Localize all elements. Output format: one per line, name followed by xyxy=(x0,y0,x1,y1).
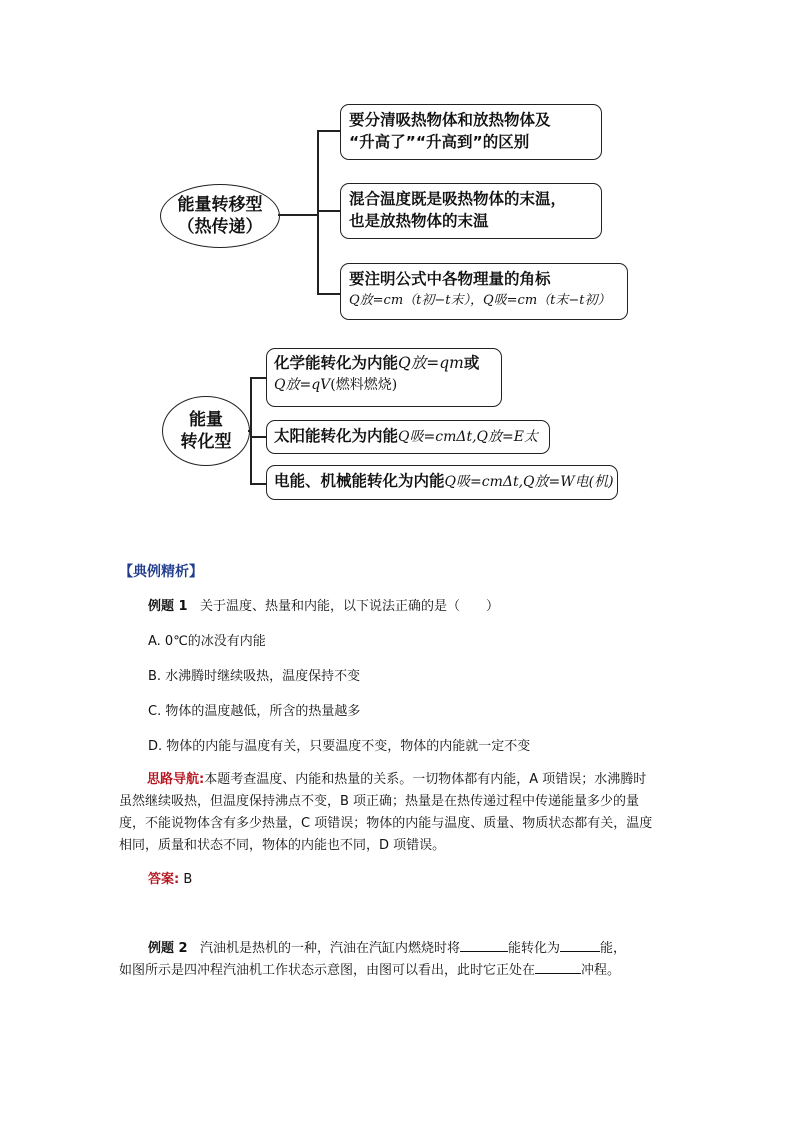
formula: Q吸=cmΔt,Q放=E太 xyxy=(398,429,538,445)
box-text: “升高了”“升高到”的区别 xyxy=(349,133,530,151)
example-2-text: 汽油机是热机的一种，汽油在汽缸内燃烧时将 xyxy=(199,941,460,956)
box-text: 或 xyxy=(463,354,480,372)
answer-blank[interactable] xyxy=(560,937,600,952)
answer-value: B xyxy=(183,872,193,887)
example-2-text: 能， xyxy=(600,941,627,956)
heat-transfer-center-oval xyxy=(160,184,280,248)
example-2-text: 冲程。 xyxy=(581,963,621,978)
box-text: 化学能转化为内能 xyxy=(274,354,399,372)
example-1-text: 关于温度、热量和内能，以下说法正确的是（ ） xyxy=(199,599,499,614)
conversion-box-3 xyxy=(266,465,618,500)
rule-box-1 xyxy=(340,104,602,160)
conversion-box-2 xyxy=(266,420,550,454)
box-text: 要分清吸热物体和放热物体及 xyxy=(349,111,551,129)
connector xyxy=(250,377,267,379)
box-text: 混合温度既是吸热物体的末温， xyxy=(349,190,567,208)
formula: Q放=cm（t初−t末），Q吸=cm（t末−t初） xyxy=(349,293,611,308)
box-text: 要注明公式中各物理量的角标 xyxy=(349,270,551,288)
answer-line xyxy=(148,869,192,891)
center-label-line2: （热传递） xyxy=(177,217,263,237)
center-label-line1: 能量转移型 xyxy=(177,195,263,215)
answer-label: 答案: xyxy=(148,872,180,887)
box-text: 电能、机械能转化为内能 xyxy=(274,472,445,490)
connector xyxy=(317,130,319,295)
example-1-label: 例题 1 xyxy=(148,599,188,614)
connector xyxy=(250,436,267,438)
formula: Q放=qV xyxy=(274,377,331,393)
analysis-paragraph xyxy=(119,769,659,857)
example-2-line1 xyxy=(148,937,626,960)
analysis-label: 思路导航: xyxy=(147,772,205,787)
rule-box-2 xyxy=(340,183,602,239)
example-2-text: 能转化为 xyxy=(508,941,561,956)
formula: Q放=qm xyxy=(398,354,464,372)
center-label-line2: 转化型 xyxy=(180,432,232,452)
example-2-line2 xyxy=(119,959,620,982)
option-b: B. 水沸腾时继续吸热，温度保持不变 xyxy=(148,669,361,684)
box-text: (燃料燃烧) xyxy=(330,377,398,393)
connector xyxy=(317,293,342,295)
rule-box-3 xyxy=(340,263,628,320)
box-text: 太阳能转化为内能 xyxy=(274,427,399,445)
center-label-line1: 能量 xyxy=(189,410,223,430)
option-c: C. 物体的温度越低，所含的热量越多 xyxy=(148,704,361,719)
energy-conversion-center-oval xyxy=(162,396,250,466)
conversion-box-1 xyxy=(266,348,502,407)
option-a: A. 0℃的冰没有内能 xyxy=(148,634,266,649)
connector xyxy=(250,483,267,485)
example-2-label: 例题 2 xyxy=(148,941,188,956)
connector xyxy=(317,130,342,132)
analysis-text: 本题考查温度、内能和热量的关系。一切物体都有内能，A 项错误；水沸腾时虽然继续吸热，但温度保持沸点不变，B 项正确；热量是在热传递过程中传递能量多少的量度，不能说物体含有多少热量，C 项错误；物体的内能与温度、质量、物质状态都有关，温度相同，质量和状态不同，物体的内能也不同，D 项错误。 xyxy=(119,772,653,853)
box-text: 也是放热物体的末温 xyxy=(349,212,489,230)
connector xyxy=(250,377,252,485)
section-heading: 【典例精析】 xyxy=(119,564,203,580)
example-2-text: 如图所示是四冲程汽油机工作状态示意图，由图可以看出，此时它正处在 xyxy=(119,963,536,978)
connector xyxy=(278,214,318,216)
connector xyxy=(317,210,342,212)
answer-blank[interactable] xyxy=(460,937,508,952)
example-1-question xyxy=(148,596,499,618)
formula: Q吸=cmΔt,Q放=W电(机) xyxy=(444,474,614,490)
answer-blank[interactable] xyxy=(535,959,581,974)
option-d: D. 物体的内能与温度有关，只要温度不变，物体的内能就一定不变 xyxy=(148,739,531,754)
